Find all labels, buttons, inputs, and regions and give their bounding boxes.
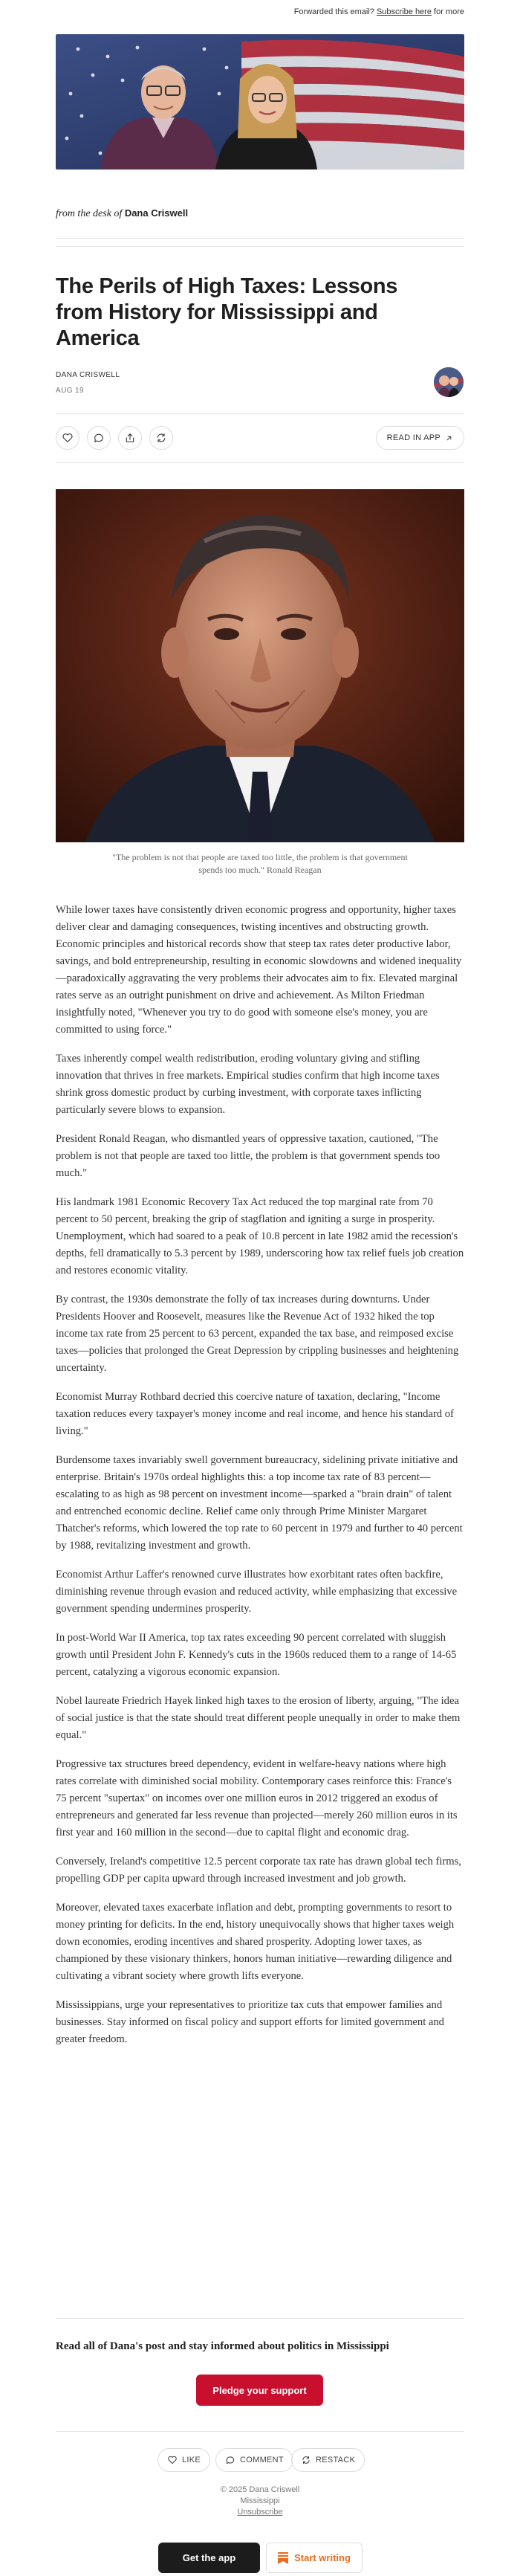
body-paragraph: Progressive tax structures breed dependency, evident in welfare-heavy nations where high rates correlate with diminished social mobility. Contemporary cases reinforce this: France's 75 percent "supertax" on incomes over one million euros in 2012 triggered an exodus of entrepreneurs and generated far less revenue than projected—merely 260 million euros in its first year and 160 million in the second—due to capital flight and economic drag. [56,1758,458,1839]
like-button[interactable] [56,426,79,450]
restack-icon [301,2455,311,2465]
forward-notice [294,7,464,16]
body-paragraph: Mississippians, urge your representatives to prioritize tax cuts that empower families and businesses. Stay informed on fiscal policy and support efforts for limited government and greater freedom. [56,1999,444,2045]
footer-comment-label: COMMENT [240,2456,284,2464]
subscribe-link[interactable]: Subscribe here [376,7,432,16]
restack-icon [155,432,167,444]
footer-restack-label: RESTACK [316,2456,356,2464]
unsubscribe-link[interactable]: Unsubscribe [237,2508,283,2517]
portrait-illustration [56,489,464,842]
divider [56,246,464,247]
forward-suffix: for more [434,7,464,16]
share-icon [124,432,136,444]
body-paragraph: Burdensome taxes invariably swell government bureaucracy, sidelining private initiative and enterprise. Britain's 1970s ordeal highlights this: a top income tax rate of 83 percent—escalating to as high as 98 percent on investment income—sparked a "brain drain" of talent and entrenched economic decline. Relief came only through Prime Minister Margaret Thatcher's reforms, which lowered the top rate to 60 percent in 1979 and further to 40 percent by 1988, revitalizing investment and growth. [56,1454,463,1552]
post-photo[interactable] [56,489,464,842]
post-action-bar [56,425,464,451]
footer-comment-button[interactable] [215,2448,293,2472]
start-writing-label: Start writing [294,2552,351,2563]
divider [56,462,464,463]
share-button[interactable] [118,426,142,450]
read-in-app-label: READ IN APP [386,433,441,442]
divider [56,413,464,414]
body-paragraph: His landmark 1981 Economic Recovery Tax Act reduced the top marginal rate from 70 percent to 50 percent, breaking the grip of stagflation and igniting a surge in prosperity. Unemployment, which had soared to a peak of 10.8 percent in late 1982 amid the recession's depths, fell dramatically to 5.3 percent by 1989, underscoring how tax relief fuels job creation and restores economic vitality. [56,1196,464,1276]
comment-icon [225,2455,235,2465]
read-in-app-button[interactable] [376,426,464,450]
restack-button[interactable] [149,426,173,450]
body-paragraph: Economist Arthur Laffer's renowned curve illustrates how exorbitant rates often backfire, diminishing revenue through evasion and reduced activity, while emphasizing that excessive government spending undermines prosperity. [56,1569,458,1615]
pledge-support-button[interactable]: Pledge your support [196,2375,323,2406]
footer-action-bar [0,2448,520,2475]
body-paragraph: While lower taxes have consistently driven economic progress and opportunity, higher taxes deliver clear and damaging consequences, twisting incentives and obstructing growth. Economic principles and historical records show that steep tax rates deter productive labor, savings, and bold entrepreneurship, resulting in economic slowdowns and widened inequality—paradoxically aggravating the very problems their advocates aim to fix. Elevated marginal rates serve as an outright punishment on drive and achievement. As Milton Friedman insightfully noted, "Whenever you try to do good with someone else's money, you are committed to using force." [56,904,462,1036]
cta-message: Read all of Dana's post and stay informed about politics in Mississippi [56,2340,389,2352]
body-paragraph: In post-World War II America, top tax rates exceeding 90 percent correlated with sluggish growth until President John F. Kennedy's cuts in the 1960s reduced them to a range of 14-65 percent, catalyzing a vigorous economic expansion. [56,1632,457,1678]
post-author[interactable]: DANA CRISWELL [56,371,120,379]
post-body [56,902,464,2060]
post-date: AUG 19 [56,387,84,395]
banner-illustration [56,34,464,170]
body-paragraph: Nobel laureate Friedrich Hayek linked high taxes to the erosion of liberty, arguing, "The idea of social justice is that the state should treat different people unequally in order to make them equal." [56,1695,461,1741]
footer-restack-button[interactable] [291,2448,365,2472]
substack-logo-icon [278,2552,288,2564]
footer-location: Mississippi [240,2496,280,2505]
get-the-app-button[interactable]: Get the app [158,2543,260,2573]
author-avatar[interactable] [434,367,464,397]
forward-text: Forwarded this email? [293,7,374,16]
divider [56,2318,464,2319]
copyright: © 2025 Dana Criswell [220,2485,300,2494]
desk-name[interactable]: Dana Criswell [124,207,189,219]
comment-icon [93,432,105,444]
external-arrow-icon [445,434,453,442]
divider [56,2431,464,2432]
heart-icon [62,432,74,444]
body-paragraph: Conversely, Ireland's competitive 12.5 percent corporate tax rate has drawn global tech firms, propelling GDP per capita upward through increased investment and job growth. [56,1856,461,1885]
body-paragraph: By contrast, the 1930s demonstrate the folly of tax increases during downturns. Under Presidents Hoover and Roosevelt, measures like the Revenue Act of 1932 hiked the top income tax rate from 25 percent to 63 percent, expanded the tax base, and reimposed excise taxes—policies that prolonged the Great Depression by crippling businesses and heightening uncertainty. [56,1294,459,1374]
divider [56,238,464,239]
body-paragraph: Moreover, elevated taxes exacerbate inflation and debt, prompting governments to resort to money printing for deficits. In the end, history unequivocally shows that higher taxes weigh down economies, eroding incentives and shared prosperity. Adopting lower taxes, as championed by these visionary thinkers, honors human initiative—rewarding diligence and cultivating a vibrant society where growth lifts everyone. [56,1902,455,1982]
header-banner-image [56,34,464,170]
footer-like-label: LIKE [182,2456,201,2464]
heart-icon [167,2455,178,2465]
desk-of-line [56,207,188,220]
footer-like-button[interactable] [157,2448,210,2472]
photo-caption: "The problem is not that people are taxed too little, the problem is that government spends too much." Ronald Reagan [112,852,408,875]
post-title[interactable]: The Perils of High Taxes: Lessons from History for Mississippi and America [56,274,398,350]
desk-prefix: from the desk of [56,208,123,219]
start-writing-button[interactable] [266,2543,363,2573]
body-paragraph: Economist Murray Rothbard decried this coercive nature of taxation, declaring, "Income taxation reduces every taxpayer's money income and real income, and hence his standard of living." [56,1391,454,1437]
body-paragraph: President Ronald Reagan, who dismantled years of oppressive taxation, cautioned, "The problem is not that people are taxed too little, the problem is that government spends too much." [56,1133,441,1179]
body-paragraph: Taxes inherently compel wealth redistribution, eroding voluntary giving and stifling innovation that thrives in free markets. Empirical studies confirm that high income taxes shrink gross domestic product by curbing investment, with corporate taxes inflicting particularly severe blows to expansion. [56,1053,440,1116]
comment-button[interactable] [87,426,111,450]
